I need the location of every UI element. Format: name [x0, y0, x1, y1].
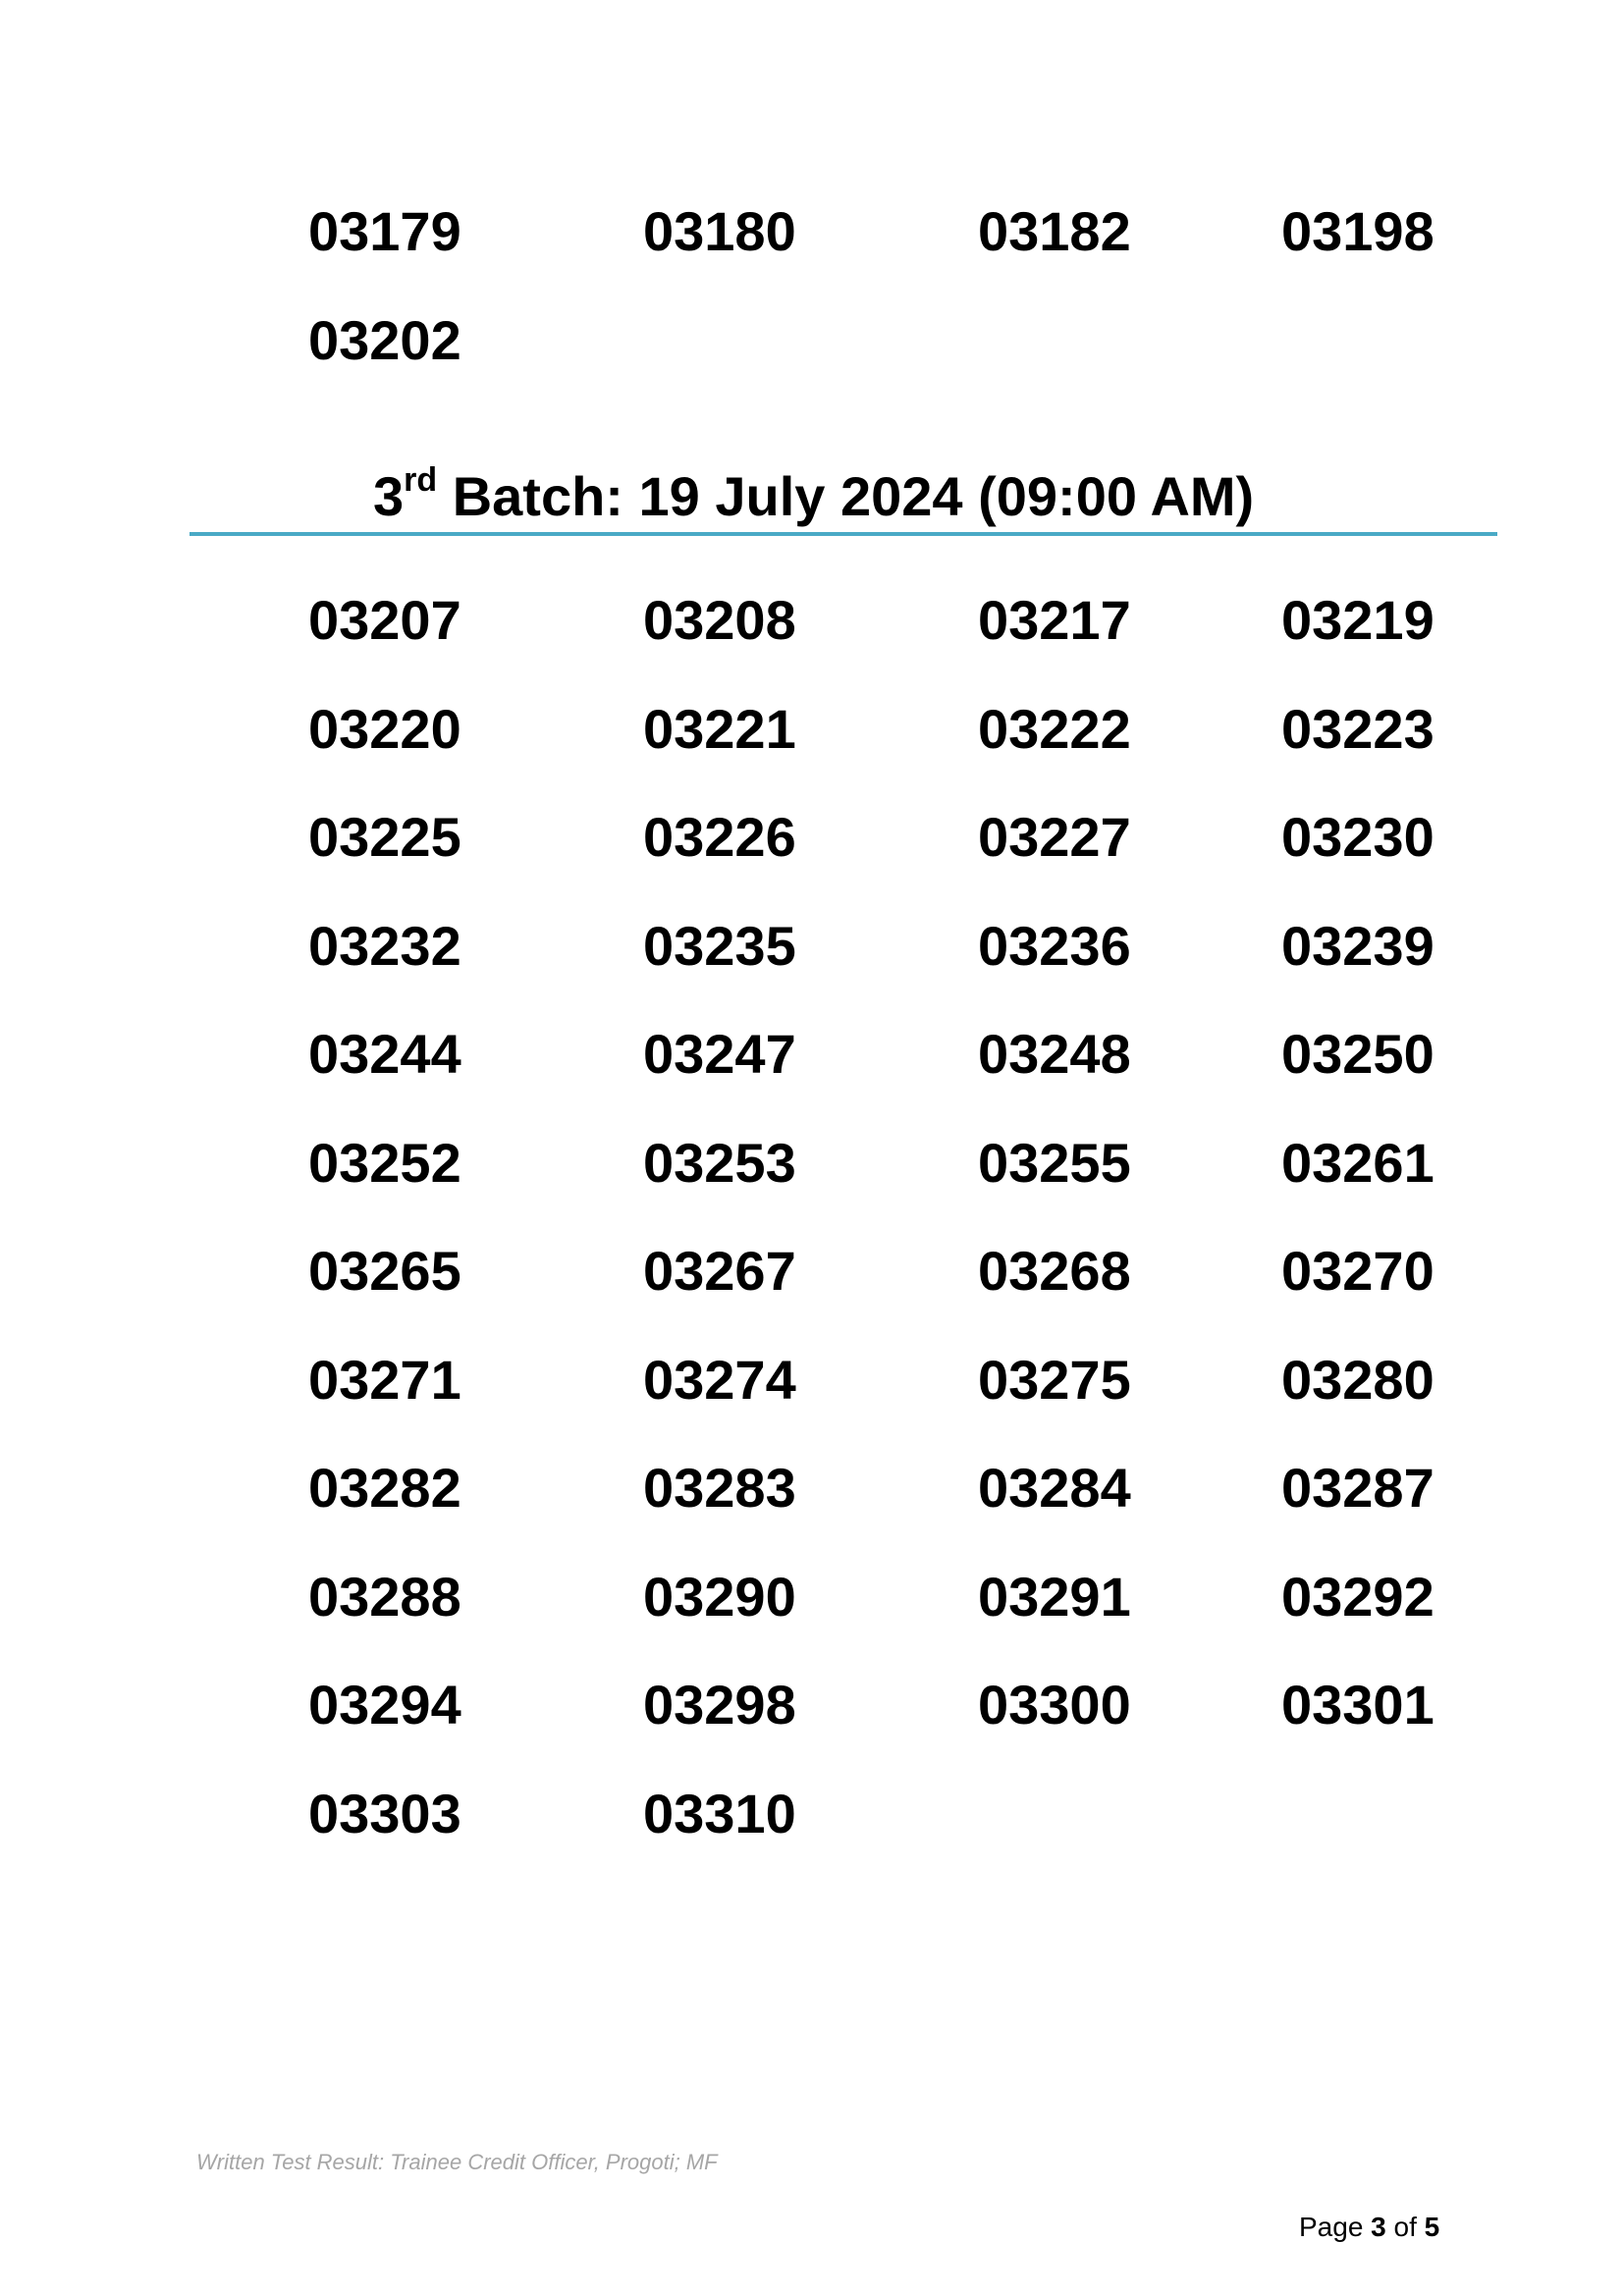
roll-number: 03236 [978, 914, 1131, 977]
roll-number: 03208 [643, 589, 796, 651]
current-page: 3 [1371, 2212, 1386, 2242]
footer-note: Written Test Result: Trainee Credit Officer, Progoti; MF [196, 2150, 718, 2174]
page-number [1299, 2212, 1439, 2243]
page-of-label: of [1385, 2212, 1425, 2242]
roll-number: 03182 [978, 200, 1131, 262]
heading-divider [189, 532, 1497, 536]
roll-number: 03230 [1281, 806, 1435, 868]
roll-number: 03265 [308, 1240, 461, 1302]
roll-number: 03261 [1281, 1131, 1435, 1194]
roll-number: 03244 [308, 1023, 461, 1085]
roll-number-grid-third-batch [308, 589, 1438, 1895]
roll-number: 03268 [978, 1240, 1131, 1302]
roll-number: 03275 [978, 1348, 1131, 1411]
roll-number: 03225 [308, 806, 461, 868]
roll-number: 03219 [1281, 589, 1435, 651]
roll-number: 03220 [308, 697, 461, 760]
roll-number: 03223 [1281, 697, 1435, 760]
batch-heading-text: Batch: 19 July 2024 (09:00 AM) [437, 465, 1255, 527]
roll-number: 03207 [308, 589, 461, 651]
roll-number: 03198 [1281, 200, 1435, 262]
roll-number: 03303 [308, 1782, 461, 1844]
roll-number: 03300 [978, 1674, 1131, 1735]
roll-number: 03250 [1281, 1023, 1435, 1085]
roll-number: 03232 [308, 914, 461, 977]
roll-number: 03290 [643, 1565, 796, 1628]
roll-number: 03282 [308, 1457, 461, 1519]
roll-number: 03202 [308, 308, 461, 371]
roll-number: 03270 [1281, 1240, 1435, 1302]
roll-number: 03267 [643, 1240, 796, 1302]
batch-ordinal-suffix: rd [404, 461, 438, 499]
roll-number: 03291 [978, 1565, 1131, 1628]
roll-number: 03239 [1281, 914, 1435, 977]
roll-number: 03253 [643, 1131, 796, 1194]
roll-number: 03294 [308, 1674, 461, 1735]
batch-heading [373, 461, 1255, 527]
roll-number: 03227 [978, 806, 1131, 868]
roll-number: 03180 [643, 200, 796, 262]
roll-number: 03301 [1281, 1674, 1435, 1735]
roll-number: 03255 [978, 1131, 1131, 1194]
roll-number-grid-previous-batch [308, 200, 1438, 421]
roll-number: 03235 [643, 914, 796, 977]
roll-number: 03217 [978, 589, 1131, 651]
roll-number: 03248 [978, 1023, 1131, 1085]
roll-number: 03292 [1281, 1565, 1435, 1628]
roll-number: 03284 [978, 1457, 1131, 1519]
roll-number: 03310 [643, 1782, 796, 1844]
roll-number: 03226 [643, 806, 796, 868]
roll-number: 03288 [308, 1565, 461, 1628]
roll-number: 03280 [1281, 1348, 1435, 1411]
roll-number: 03252 [308, 1131, 461, 1194]
roll-number: 03221 [643, 697, 796, 760]
roll-number: 03222 [978, 697, 1131, 760]
roll-number: 03247 [643, 1023, 796, 1085]
roll-number: 03274 [643, 1348, 796, 1411]
roll-number: 03287 [1281, 1457, 1435, 1519]
roll-number: 03179 [308, 200, 461, 262]
batch-ordinal-number: 3 [373, 465, 405, 527]
roll-number: 03298 [643, 1674, 796, 1735]
page-label: Page [1299, 2212, 1372, 2242]
total-pages: 5 [1424, 2212, 1440, 2242]
roll-number: 03271 [308, 1348, 461, 1411]
roll-number: 03283 [643, 1457, 796, 1519]
